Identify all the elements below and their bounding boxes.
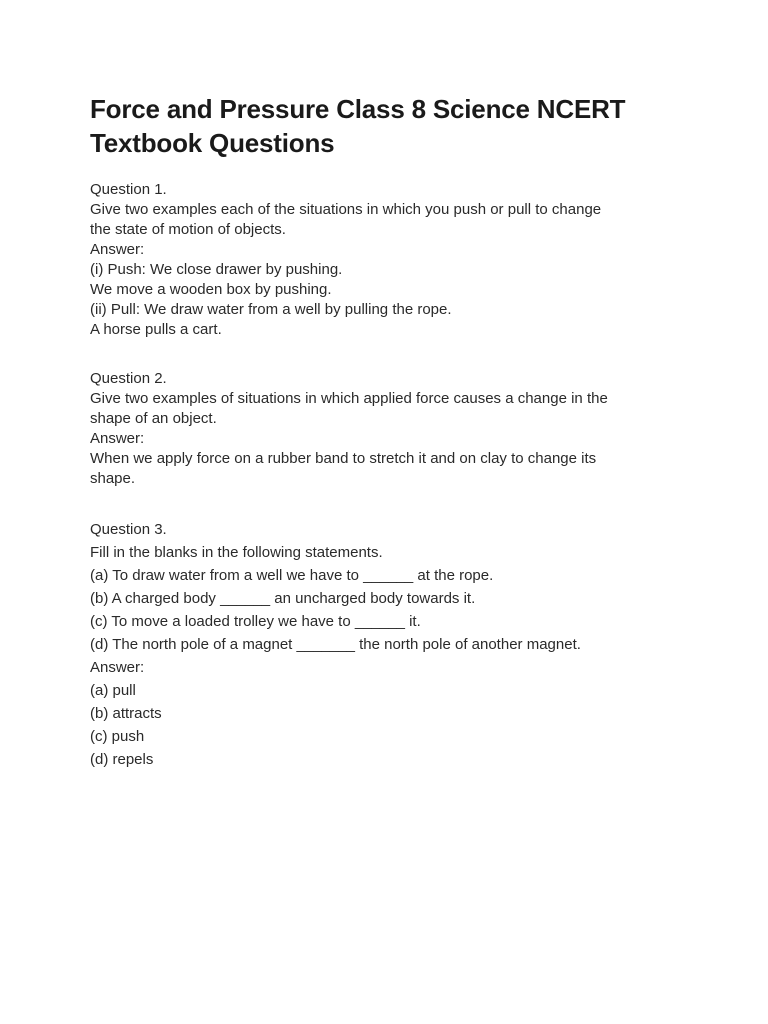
- question-3-heading: Question 3.: [90, 521, 167, 538]
- question-2-answer-label: Answer:: [90, 430, 145, 447]
- question-3-answer-label: Answer:: [90, 659, 145, 676]
- title-line: Textbook Questions: [90, 128, 335, 158]
- question-1-answer-line: (ii) Pull: We draw water from a well by pulling the rope.: [90, 301, 452, 318]
- question-1-text: Give two examples each of the situations in which you push or pull to change: [90, 201, 602, 218]
- page-title: [90, 92, 690, 160]
- question-3-statement: (c) To move a loaded trolley we have to ______ it.: [90, 613, 421, 630]
- question-1-block: [90, 180, 690, 340]
- question-2-answer-line: shape.: [90, 470, 136, 487]
- question-3-statement: (d) The north pole of a magnet _______ the north pole of another magnet.: [90, 636, 581, 653]
- question-3-text: Fill in the blanks in the following statements.: [90, 544, 383, 561]
- question-2-text: shape of an object.: [90, 410, 217, 427]
- question-1-text: the state of motion of objects.: [90, 221, 286, 238]
- question-1-answer-line: We move a wooden box by pushing.: [90, 281, 332, 298]
- question-3-statement: (b) A charged body ______ an uncharged body towards it.: [90, 590, 476, 607]
- question-2-text: Give two examples of situations in which applied force causes a change in the: [90, 390, 608, 407]
- question-1-answer-label: Answer:: [90, 241, 145, 258]
- question-1-heading: Question 1.: [90, 181, 167, 198]
- question-2-answer-line: When we apply force on a rubber band to stretch it and on clay to change its: [90, 450, 597, 467]
- question-3-block: [90, 518, 690, 771]
- question-3-statement: (a) To draw water from a well we have to ______ at the rope.: [90, 567, 494, 584]
- question-3-answer-line: (c) push: [90, 728, 145, 745]
- question-3-answer-line: (a) pull: [90, 682, 136, 699]
- title-line: Force and Pressure Class 8 Science NCERT: [90, 94, 626, 124]
- question-2-heading: Question 2.: [90, 370, 167, 387]
- document-page: [90, 92, 690, 771]
- question-3-answer-line: (b) attracts: [90, 705, 162, 722]
- question-3-answer-line: (d) repels: [90, 751, 154, 768]
- question-2-block: [90, 369, 690, 489]
- question-1-answer-line: A horse pulls a cart.: [90, 321, 222, 338]
- question-1-answer-line: (i) Push: We close drawer by pushing.: [90, 261, 343, 278]
